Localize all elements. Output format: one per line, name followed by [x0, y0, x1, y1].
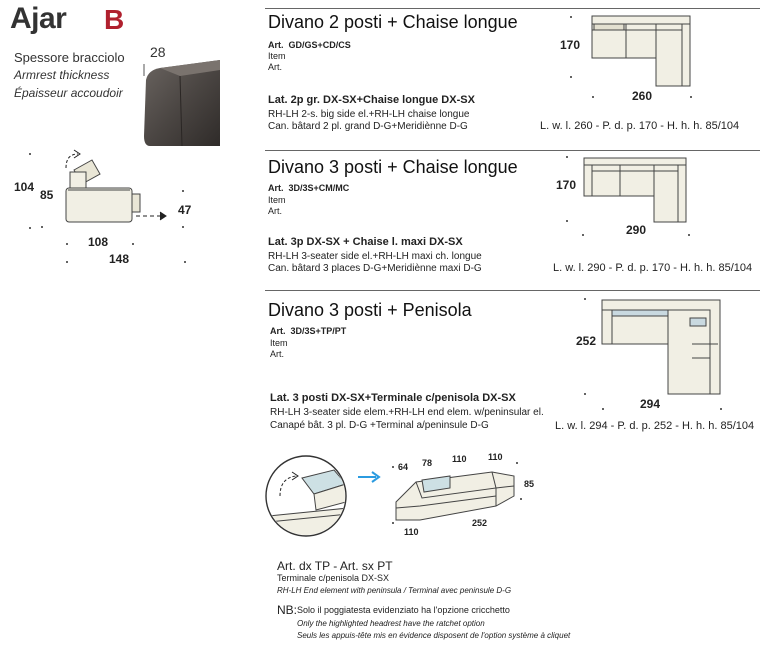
section-2-title: Divano 3 posti + Chaise longue [268, 157, 518, 177]
section-1-depth: 170 [560, 38, 581, 52]
section-2-art2: Art. [268, 206, 283, 216]
depth-extended-label: 47 [178, 203, 192, 217]
depth-total-label: 148 [109, 252, 130, 266]
section-1-art: Art. GD/GS+CD/CS [268, 40, 351, 50]
section-1-desc-en: RH-LH 2-s. big side el.+RH-LH chaise longue [268, 109, 470, 120]
section-1-desc-it: Lat. 2p gr. DX-SX+Chaise longue DX-SX [268, 94, 475, 106]
section-2-depth: 170 [556, 178, 577, 192]
section-2-plan [582, 156, 688, 224]
section-3-art2: Art. [270, 349, 285, 359]
section-3-art: Art. 3D/3S+TP/PT [270, 326, 347, 336]
arrow-icon [356, 470, 382, 484]
armrest-photo [140, 56, 220, 146]
depth-label: 108 [88, 235, 109, 249]
section-2-desc-fr: Can. bâtard 3 places D-G+Meridiènne maxi D-G [268, 263, 482, 274]
dim-110c: 110 [404, 527, 419, 537]
armrest-label-fr: Épaisseur accoudoir [14, 86, 123, 100]
variant-badge: B [104, 4, 125, 35]
section-2-desc-it: Lat. 3p DX-SX + Chaise l. maxi DX-SX [268, 236, 463, 248]
section-2-desc-en: RH-LH 3-seater side el.+RH-LH maxi ch. longue [268, 251, 482, 262]
section-1-art2: Art. [268, 62, 283, 72]
dim-252: 252 [472, 518, 488, 528]
dim-85: 85 [524, 479, 535, 489]
section-1-dims: L. w. l. 260 - P. d. p. 170 - H. h. h. 85/104 [540, 120, 740, 132]
section-1-title: Divano 2 posti + Chaise longue [268, 12, 518, 32]
section-2-dims: L. w. l. 290 - P. d. p. 170 - H. h. h. 85/104 [553, 262, 753, 274]
section-3-desc-fr: Canapé bât. 3 pl. D-G +Terminal a/peninsule D-G [270, 420, 489, 431]
section-2-art: Art. 3D/3S+CM/MC [268, 183, 350, 193]
dim-64: 64 [398, 462, 409, 472]
section-3-depth: 252 [576, 334, 597, 348]
section-3-width: 294 [640, 397, 661, 411]
notes-art-line: Art. dx TP - Art. sx PT [277, 559, 393, 573]
section-3-desc-it: Lat. 3 posti DX-SX+Terminale c/penisola DX-SX [270, 392, 516, 404]
headrest-detail-circle [258, 452, 358, 540]
dim-110b: 110 [488, 452, 503, 462]
nb-en: Only the highlighted headrest have the ratchet option [297, 619, 485, 628]
nb-it: Solo il poggiatesta evidenziato ha l'opzione cricchetto [297, 605, 510, 615]
height-seat-label: 85 [40, 188, 54, 202]
section-1-desc-fr: Can. bâtard 2 pl. grand D-G+Meridiènne D-G [268, 121, 468, 132]
notes-art-en-fr: RH-LH End element with peninsula / Terminal avec peninsule D-G [277, 586, 512, 595]
section-2-item: Item [268, 195, 286, 205]
section-1-item: Item [268, 51, 286, 61]
section-3-plan [600, 298, 724, 396]
section-3-item: Item [270, 338, 288, 348]
armrest-label-it: Spessore bracciolo [14, 50, 125, 65]
dim-110a: 110 [452, 454, 467, 464]
section-3-desc-en: RH-LH 3-seater side elem.+RH-LH end elem. w/peninsular el. [270, 407, 544, 418]
dim-78: 78 [422, 458, 433, 468]
section-1-width: 260 [632, 89, 653, 103]
section-1-plan [590, 14, 694, 88]
armrest-label-en: Armrest thickness [14, 68, 110, 82]
section-3-dims: L. w. l. 294 - P. d. p. 252 - H. h. h. 85/104 [555, 420, 755, 432]
nb-label: NB: [277, 603, 298, 617]
section-3-title: Divano 3 posti + Penisola [268, 300, 472, 320]
height-total-label: 104 [14, 180, 35, 194]
nb-fr: Seuls les appuis-tête mis en évidence disposent de l'option système à cliquet [297, 631, 571, 640]
side-sofa-drawing [56, 148, 176, 228]
armrest-value: 28 [150, 44, 166, 60]
peninsula-sofa [392, 462, 522, 526]
model-title: Ajar [10, 2, 67, 35]
notes-art-it: Terminale c/penisola DX-SX [277, 573, 390, 583]
section-2-width: 290 [626, 223, 647, 237]
